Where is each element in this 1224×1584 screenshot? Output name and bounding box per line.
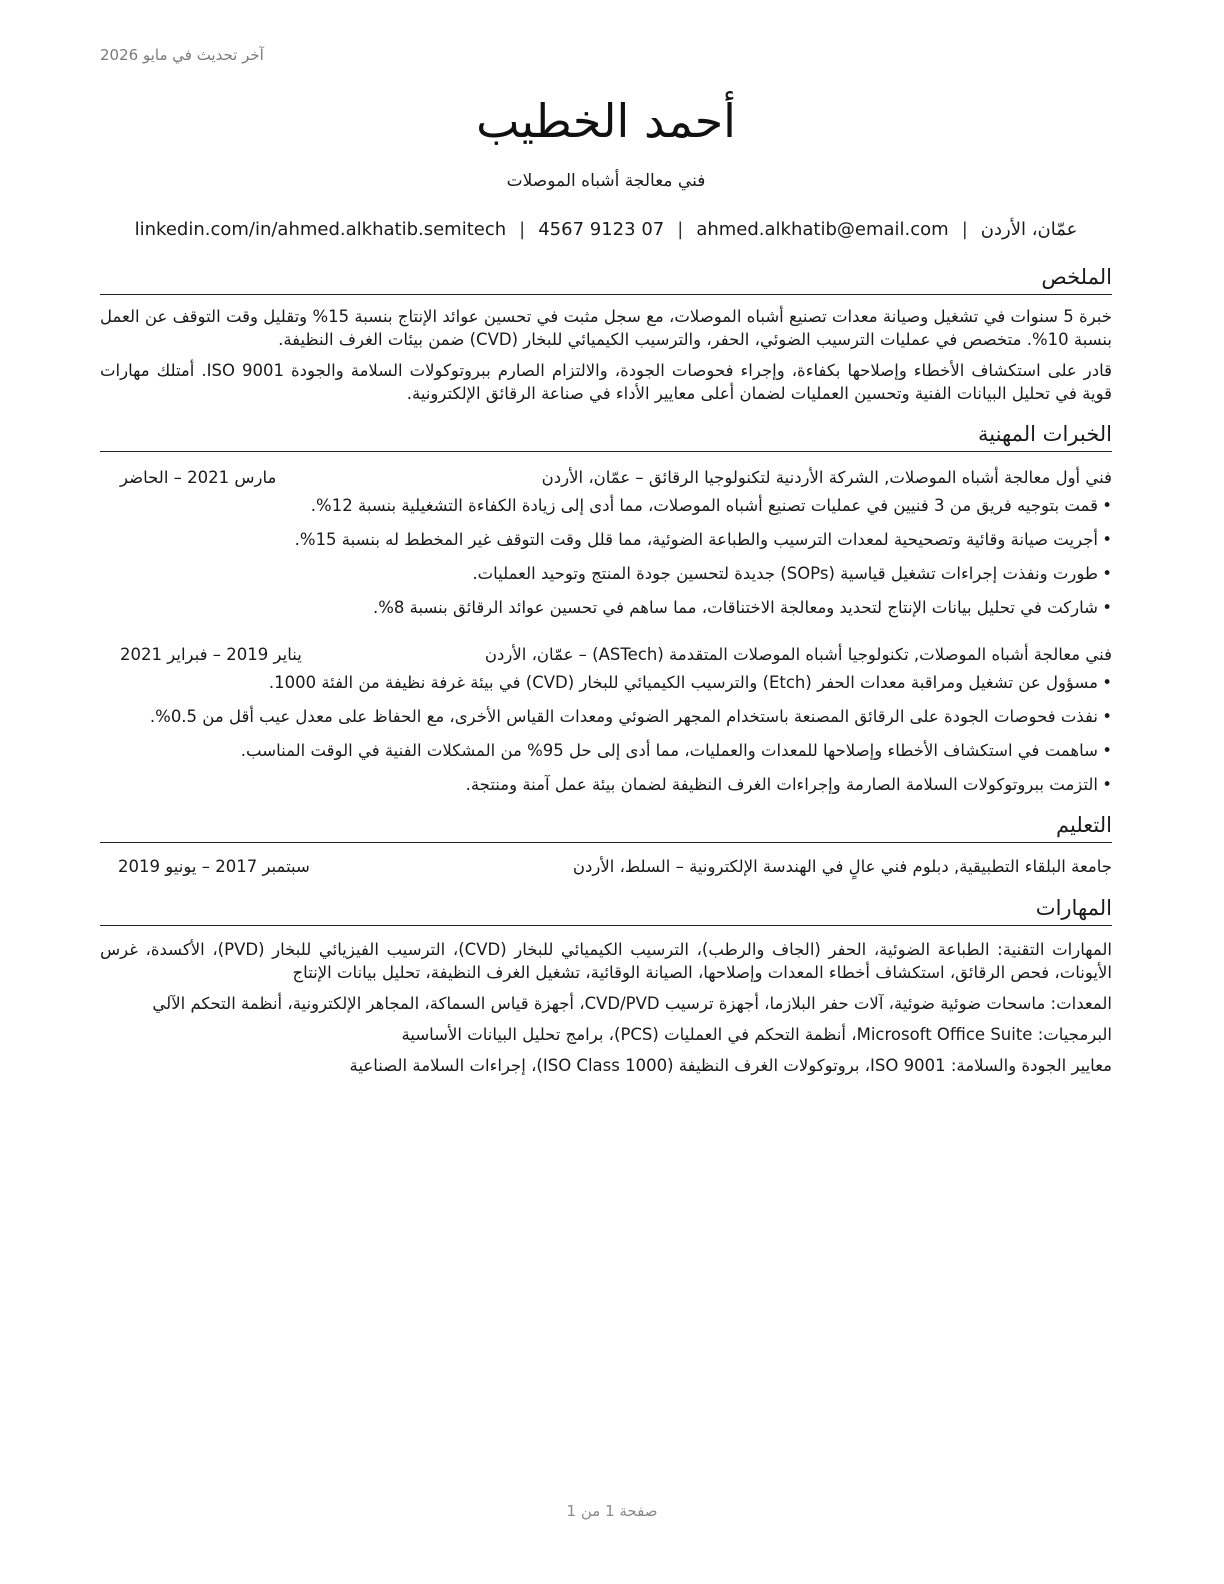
job-dates: يناير 2019 – فبراير 2021 [120,645,302,664]
job-dates: مارس 2021 – الحاضر [120,468,277,487]
job-bullets [100,671,1112,796]
job-role-company: فني أول معالجة أشباه الموصلات, الشركة الأردنية لتكنولوجيا الرقائق – عمّان، الأردن [541,468,1112,487]
education-dates: سبتمبر 2017 – يونيو 2019 [118,857,310,876]
page-footer: صفحة 1 من 1 [566,1502,658,1520]
email-link[interactable]: ahmed.alkhatib@email.com [696,219,949,240]
phone-number[interactable]: 07 9123 4567 [538,219,665,240]
skill-line-quality: معايير الجودة والسلامة: ISO 9001، بروتوكولات الغرف النظيفة (ISO Class 1000)، إجراءات السلامة الصناعية [349,1056,1112,1075]
contact-separator: | [677,219,684,240]
contact-separator: | [519,219,526,240]
linkedin-link[interactable]: linkedin.com/in/ahmed.alkhatib.semitech [134,219,507,240]
candidate-name: أحمد الخطيب [476,94,736,148]
job-bullets [100,494,1112,619]
list-item: • أجريت صيانة وقائية وتصحيحية لمعدات الترسيب والطباعة الضوئية، مما قلل وقت التوقف غير المخطط له بنسبة 15%. [100,528,1112,551]
list-item: • مسؤول عن تشغيل ومراقبة معدات الحفر (Etch) والترسيب الكيميائي للبخار (CVD) في بيئة غرفة نظيفة من الفئة 1000. [100,671,1112,694]
list-item: • التزمت ببروتوكولات السلامة الصارمة وإجراءات الغرف النظيفة لضمان بيئة عمل آمنة ومنتجة. [100,773,1112,796]
job-entry [100,466,1112,619]
list-item: • قمت بتوجيه فريق من 3 فنيين في عمليات تصنيع أشباه الموصلات، مما أدى إلى زيادة الكفاءة التشغيلية بنسبة 12%. [100,494,1112,517]
list-item: • شاركت في تحليل بيانات الإنتاج لتحديد ومعالجة الاختناقات، مما ساهم في تحسين عوائد الرقائق بنسبة 8%. [100,596,1112,619]
job-entry [100,643,1112,796]
list-item: • طورت ونفذت إجراءات تشغيل قياسية (SOPs) جديدة لتحسين جودة المنتج وتوحيد العمليات. [100,562,1112,585]
summary-paragraph-2: قادر على استكشاف الأخطاء وإصلاحها بكفاءة، وإجراء فحوصات الجودة، والالتزام الصارم ببروتوكولات السلامة والجودة ISO 9001. أمتلك مهارات قوية في تحليل البيانات الفنية وتحسين العمليات لضمان أعلى معايير الأداء في صناعة الرقائق الإلكترونية. [100,361,1112,403]
last-updated-note: آخر تحديث في مايو 2026 [100,46,264,64]
contact-line [100,216,1112,244]
education-heading: التعليم [100,810,1112,843]
skill-line-technical: المهارات التقنية: الطباعة الضوئية، الحفر (الجاف والرطب)، الترسيب الكيميائي للبخار (CVD)، الترسيب الفيزيائي للبخار (PVD)، الأكسدة، غرس الأيونات، فحص الرقائق، استكشاف أخطاء المعدات وإصلاحها، الصيانة الوقائية، تشغيل الغرف النظيفة، تحليل بيانات الإنتاج [100,940,1112,982]
location: عمّان، الأردن [980,219,1078,240]
job-header [100,643,1112,667]
education-entry [100,855,1112,879]
summary-heading: الملخص [100,262,1112,295]
summary-paragraph-1: خبرة 5 سنوات في تشغيل وصيانة معدات تصنيع أشباه الموصلات، مع سجل مثبت في تحسين عوائد الإنتاج بنسبة 15% وتقليل وقت التوقف عن العمل بنسبة 10%. متخصص في عمليات الترسيب الضوئي، الحفر، والترسيب الكيميائي للبخار (CVD) ضمن بيئات الغرف النظيفة. [100,307,1112,349]
skills-heading: المهارات [100,893,1112,926]
skill-line-equipment: المعدات: ماسحات ضوئية ضوئية، آلات حفر البلازما، أجهزة ترسيب CVD/PVD، أجهزة قياس السماكة، المجاهر الإلكترونية، أنظمة التحكم الآلي [152,994,1112,1013]
experience-heading: الخبرات المهنية [100,419,1112,452]
contact-separator: | [961,219,968,240]
education-institution: جامعة البلقاء التطبيقية, دبلوم فني عالٍ في الهندسة الإلكترونية – السلط، الأردن [572,857,1112,876]
list-item: • نفذت فحوصات الجودة على الرقائق المصنعة باستخدام المجهر الضوئي ومعدات القياس الأخرى، مع الحفاظ على معدل عيب أقل من 0.5%. [100,705,1112,728]
resume-page [100,88,1112,1077]
job-header [100,466,1112,490]
job-role-company: فني معالجة أشباه الموصلات, تكنولوجيا أشباه الموصلات المتقدمة (ASTech) – عمّان، الأردن [484,645,1112,664]
skill-line-software: البرمجيات: Microsoft Office Suite، أنظمة التحكم في العمليات (PCS)، برامج تحليل البيانات الأساسية [401,1025,1112,1044]
list-item: • ساهمت في استكشاف الأخطاء وإصلاحها للمعدات والعمليات، مما أدى إلى حل 95% من المشكلات الفنية في الوقت المناسب. [100,739,1112,762]
job-title: فني معالجة أشباه الموصلات [506,171,706,191]
